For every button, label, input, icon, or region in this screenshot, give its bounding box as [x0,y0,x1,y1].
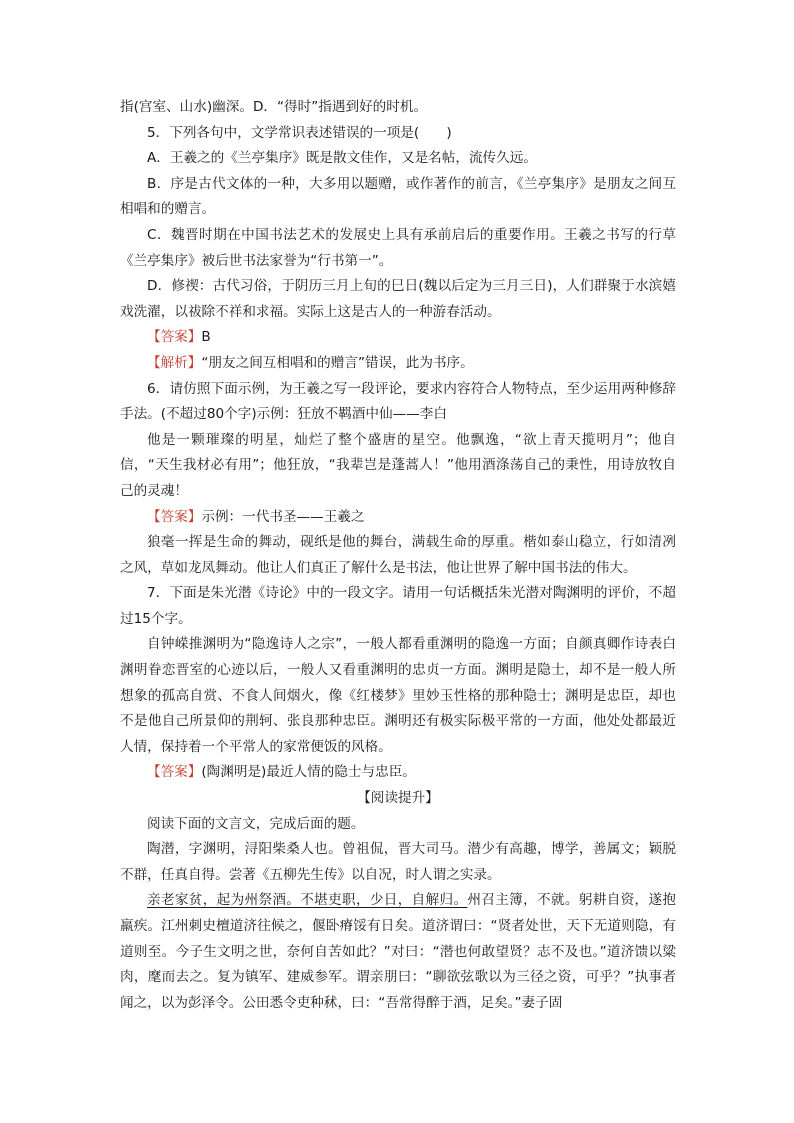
question-6-example: 他是一颗璀璨的明星，灿烂了整个盛唐的星空。他飘逸，“欲上青天揽明月”；他自信，“天生我材必有用”；他狂放，“我辈岂是蓬蒿人！”他用酒涤荡自己的秉性，用诗放牧自己的灵魂！ [120,431,676,499]
option-c: C．魏晋时期在中国书法艺术的发展史上具有承前启后的重要作用。王羲之书写的行草《兰亭集序》被后世书法家誉为“行书第一”。 [120,226,676,269]
option-b: B．序是古代文体的一种，大多用以题赠，或作著作的前言，《兰亭集序》是朋友之间互相唱和的赠言。 [120,175,676,218]
reading-instructions: 阅读下面的文言文，完成后面的题。 [147,815,365,832]
explanation-5 [120,351,676,377]
question-5: 5．下列各句中，文学常识表述错误的一项是( ) [147,124,452,141]
reading-paragraph-1: 陶潜，字渊明，浔阳柴桑人也。曾祖侃，晋大司马。潜少有高趣，博学，善属文；颖脱不群，任真自得。尝著《五柳先生传》以自况，时人谓之实录。 [120,841,676,883]
answer-text: B [201,329,211,346]
option-a: A．王羲之的《兰亭集序》既是散文佳作，又是名帖，流传久远。 [147,150,537,167]
question-7: 7．下面是朱光潜《诗论》中的一段文字。请用一句话概括朱光潜对陶渊明的评价，不超过15个字。 [120,585,676,627]
answer-tag: 【答案】 [147,508,202,525]
question-6: 6．请仿照下面示例，为王羲之写一段评论，要求内容符合人物特点，至少运用两种修辞手法。(不超过80个字)示例：狂放不羁酒中仙——李白 [120,380,676,423]
option-d: D．修禊：古代习俗，于阴历三月上旬的巳日(魏以后定为三月三日)，人们群聚于水滨嬉戏洗濯，以祓除不祥和求福。实际上这是古人的一种游春活动。 [120,278,676,320]
answer-6-body: 狼毫一挥是生命的舞动，砚纸是他的舞台，满载生命的厚重。楷如泰山稳立，行如清冽之风，草如龙凤舞动。他让人们真正了解什么是书法，他让世界了解中国书法的伟大。 [120,534,676,576]
explanation-text: “朋友之间互相唱和的赠言”错误，此为书序。 [201,354,474,371]
underlined-sentence: 亲老家贫，起为州祭酒。不堪吏职，少日，自解归。 [147,892,468,909]
answer-5 [120,325,676,351]
explanation-tag: 【解析】 [147,354,202,371]
reading-paragraph-2 [120,888,676,1016]
text-line: 指(宫室、山水)幽深。D．“得时”指遇到好的时机。 [120,99,428,115]
answer-tag: 【答案】 [147,764,202,781]
answer-tag: 【答案】 [147,329,202,346]
paragraph-text: 州召主簿，不就。躬耕自资，遂抱羸疾。江州刺史檀道济往候之，偃卧瘠馁有日矣。道济谓曰：“贤者处世，天下无道则隐，有道则至。今子生文明之世，奈何自苦如此？”对曰：“潜也何敢望贤？志不及也。”道济馈以粱肉，麾而去之。复为镇军、建威参军。谓亲朋曰：“聊欲弦歌以为三径之资，可乎？”执事者闻之，以为彭泽令。公田悉令吏种秫，曰：“吾常得醉于酒，足矣。”妻子固 [120,892,677,1011]
question-7-passage: 自钟嵘推渊明为“隐逸诗人之宗”，一般人都看重渊明的隐逸一方面；自颜真卿作诗表白渊明眷恋晋室的心迹以后，一般人又看重渊明的忠贞一方面。渊明是隐士，却不是一般人所想象的孤高自赏、不食人间烟火，像《红楼梦》里妙玉性格的那种隐士；渊明是忠臣，却也不是他自己所景仰的荆轲、张良那种忠臣。渊明还有极实际极平常的一方面，他处处都最近人情，保持着一个平常人的家常便饭的风格。 [120,636,676,755]
document-page [120,95,676,1016]
answer-text: (陶渊明是)最近人情的隐士与忠臣。 [201,764,416,781]
answer-7 [120,760,676,786]
section-heading: 【阅读提升】 [357,790,439,807]
answer-text: 示例：一代书圣——王羲之 [201,508,365,525]
answer-6 [120,505,676,531]
